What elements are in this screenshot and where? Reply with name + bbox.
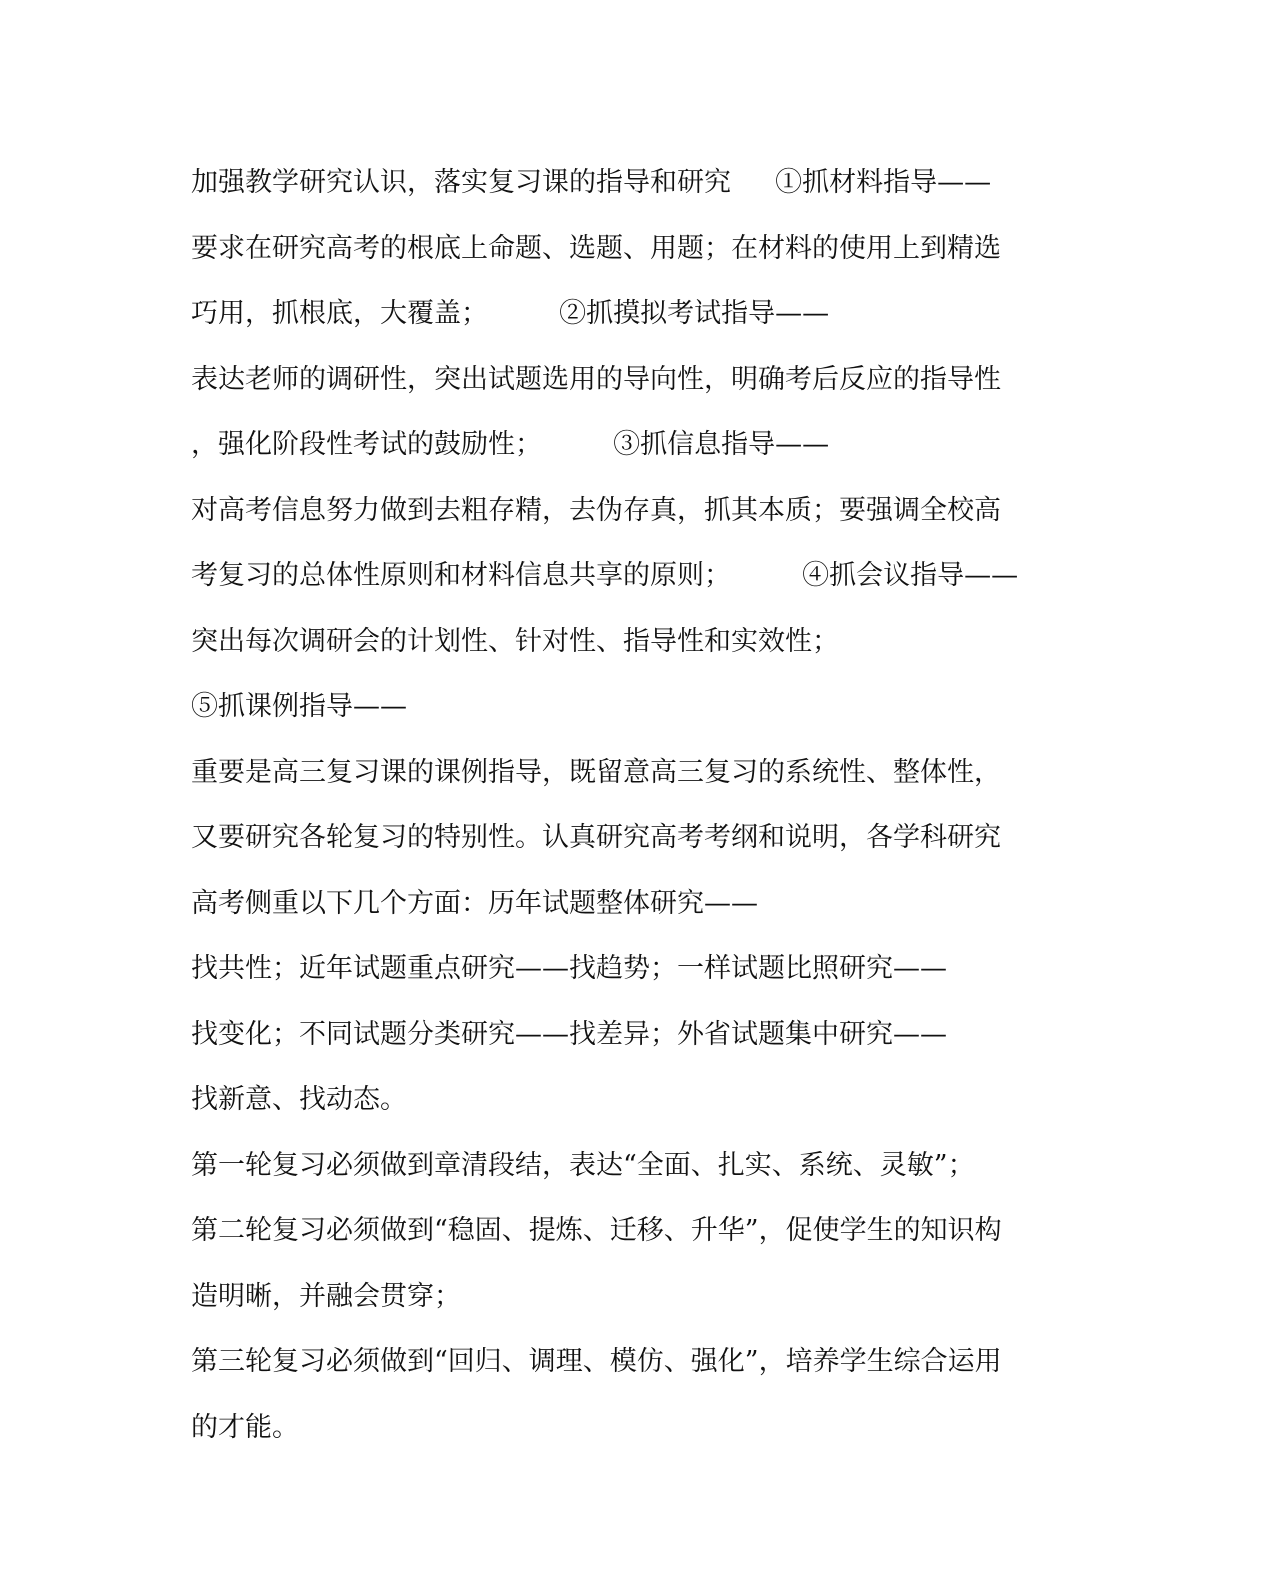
text-line: 加强教学研究认识，落实复习课的指导和研究 ①抓材料指导——	[191, 167, 992, 198]
text-line: 找共性；近年试题重点研究——找趋势；一样试题比照研究——	[191, 953, 947, 984]
text-line: 考复习的总体性原则和材料信息共享的原则； ④抓会议指导——	[191, 560, 1019, 591]
text-line: 第一轮复习必须做到章清段结，表达“全面、扎实、系统、灵敏”；	[191, 1149, 975, 1181]
text-line: ，强化阶段性考试的鼓励性； ③抓信息指导——	[191, 429, 830, 460]
text-line: 找变化；不同试题分类研究——找差异；外省试题集中研究——	[191, 1018, 947, 1050]
text-line: 高考侧重以下几个方面：历年试题整体研究——	[191, 887, 758, 919]
text-line: 要求在研究高考的根底上命题、选题、用题；在材料的使用上到精选	[191, 232, 1001, 264]
text-line: 造明晰，并融会贯穿；	[191, 1280, 461, 1312]
text-line: 找新意、找动态。	[191, 1084, 407, 1115]
document-body	[191, 159, 1071, 1469]
text-line: 第二轮复习必须做到“稳固、提炼、迁移、升华”，促使学生的知识构	[191, 1215, 1002, 1246]
text-line: 突出每次调研会的计划性、针对性、指导性和实效性；	[191, 625, 839, 657]
text-line: ⑤抓课例指导——	[191, 691, 407, 722]
text-line: 又要研究各轮复习的特别性。认真研究高考考纲和说明，各学科研究	[191, 822, 1001, 853]
text-line: 重要是高三复习课的课例指导，既留意高三复习的系统性、整体性，	[191, 756, 1001, 788]
text-line: 第三轮复习必须做到“回归、调理、模仿、强化”，培养学生综合运用	[191, 1346, 1002, 1377]
text-line: 的才能。	[191, 1411, 299, 1443]
text-line: 巧用，抓根底，大覆盖； ②抓摸拟考试指导——	[191, 298, 830, 329]
text-line: 表达老师的调研性，突出试题选用的导向性，明确考后反应的指导性	[191, 363, 1001, 395]
text-line: 对高考信息努力做到去粗存精，去伪存真，抓其本质；要强调全校高	[191, 494, 1001, 526]
